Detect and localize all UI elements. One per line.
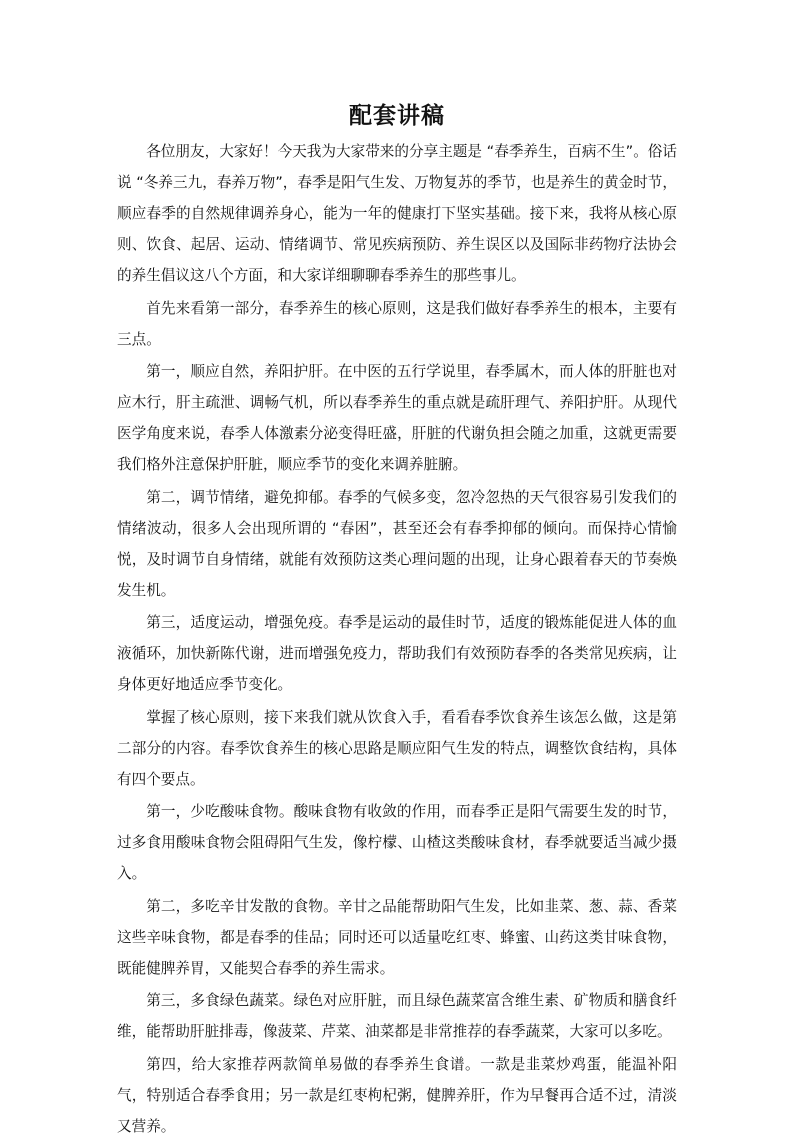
paragraph-principle-3: 第三，适度运动，增强免疫。春季是运动的最佳时节，适度的锻炼能促进人体的血液循环，加快新陈代谢，进而增强免疫力，帮助我们有效预防春季的各类常见疾病，让身体更好地适应季节变化。 <box>117 614 677 693</box>
paragraph-diet-intro: 掌握了核心原则，接下来我们就从饮食入手，看看春季饮食养生该怎么做，这是第二部分的内容。春季饮食养生的核心思路是顺应阳气生发的特点，调整饮食结构，具体有四个要点。 <box>117 708 677 788</box>
paragraph-intro: 各位朋友，大家好！今天我为大家带来的分享主题是 “春季养生，百病不生”。俗话说 “冬养三九，春养万物”，春季是阳气生发、万物复苏的季节，也是养生的黄金时节，顺应春季的自然规律调养身心，能为一年的健康打下坚实基础。接下来，我将从核心原则、饮食、起居、运动、情绪调节、常见疾病预防、养生误区以及国际非药物疗法协会的养生倡议这八个方面，和大家详细聊聊春季养生的那些事儿。 <box>117 143 677 284</box>
paragraph-core-principles: 首先来看第一部分，春季养生的核心原则，这是我们做好春季养生的根本，主要有三点。 <box>117 299 677 348</box>
paragraph-diet-1: 第一，少吃酸味食物。酸味食物有收敛的作用，而春季正是阳气需要生发的时节，过多食用酸味食物会阻碍阳气生发，像柠檬、山楂这类酸味食材，春季就要适当减少摄入。 <box>117 803 677 882</box>
paragraph-diet-3: 第三，多食绿色蔬菜。绿色对应肝脏，而且绿色蔬菜富含维生素、矿物质和膳食纤维，能帮助肝脏排毒，像菠菜、芹菜、油菜都是非常推荐的春季蔬菜，大家可以多吃。 <box>117 992 677 1040</box>
paragraph-principle-2: 第二，调节情绪，避免抑郁。春季的气候多变，忽冷忽热的天气很容易引发我们的情绪波动，很多人会出现所谓的 “春困”，甚至还会有春季抑郁的倾向。而保持心情愉悦，及时调节自身情绪，就能有效预防这类心理问题的出现，让身心跟着春天的节奏焕发生机。 <box>117 488 677 599</box>
paragraph-diet-4: 第四，给大家推荐两款简单易做的春季养生食谱。一款是韭菜炒鸡蛋，能温补阳气，特别适合春季食用；另一款是红枣枸杞粥，健脾养肝，作为早餐再合适不过，清淡又营养。 <box>117 1055 677 1135</box>
document-page <box>117 96 677 1143</box>
document-title: 配套讲稿 <box>349 103 445 129</box>
paragraph-principle-1: 第一，顺应自然，养阳护肝。在中医的五行学说里，春季属木，而人体的肝脏也对应木行，肝主疏泄、调畅气机，所以春季养生的重点就是疏肝理气、养阳护肝。从现代医学角度来说，春季人体激素分泌变得旺盛，肝脏的代谢负担会随之加重，这就更需要我们格外注意保护肝脏，顺应季节的变化来调养脏腑。 <box>117 363 677 473</box>
paragraph-diet-2: 第二，多吃辛甘发散的食物。辛甘之品能帮助阳气生发，比如韭菜、葱、蒜、香菜这些辛味食物，都是春季的佳品；同时还可以适量吃红枣、蜂蜜、山药这类甘味食物，既能健脾养胃，又能契合春季的养生需求。 <box>117 897 677 977</box>
